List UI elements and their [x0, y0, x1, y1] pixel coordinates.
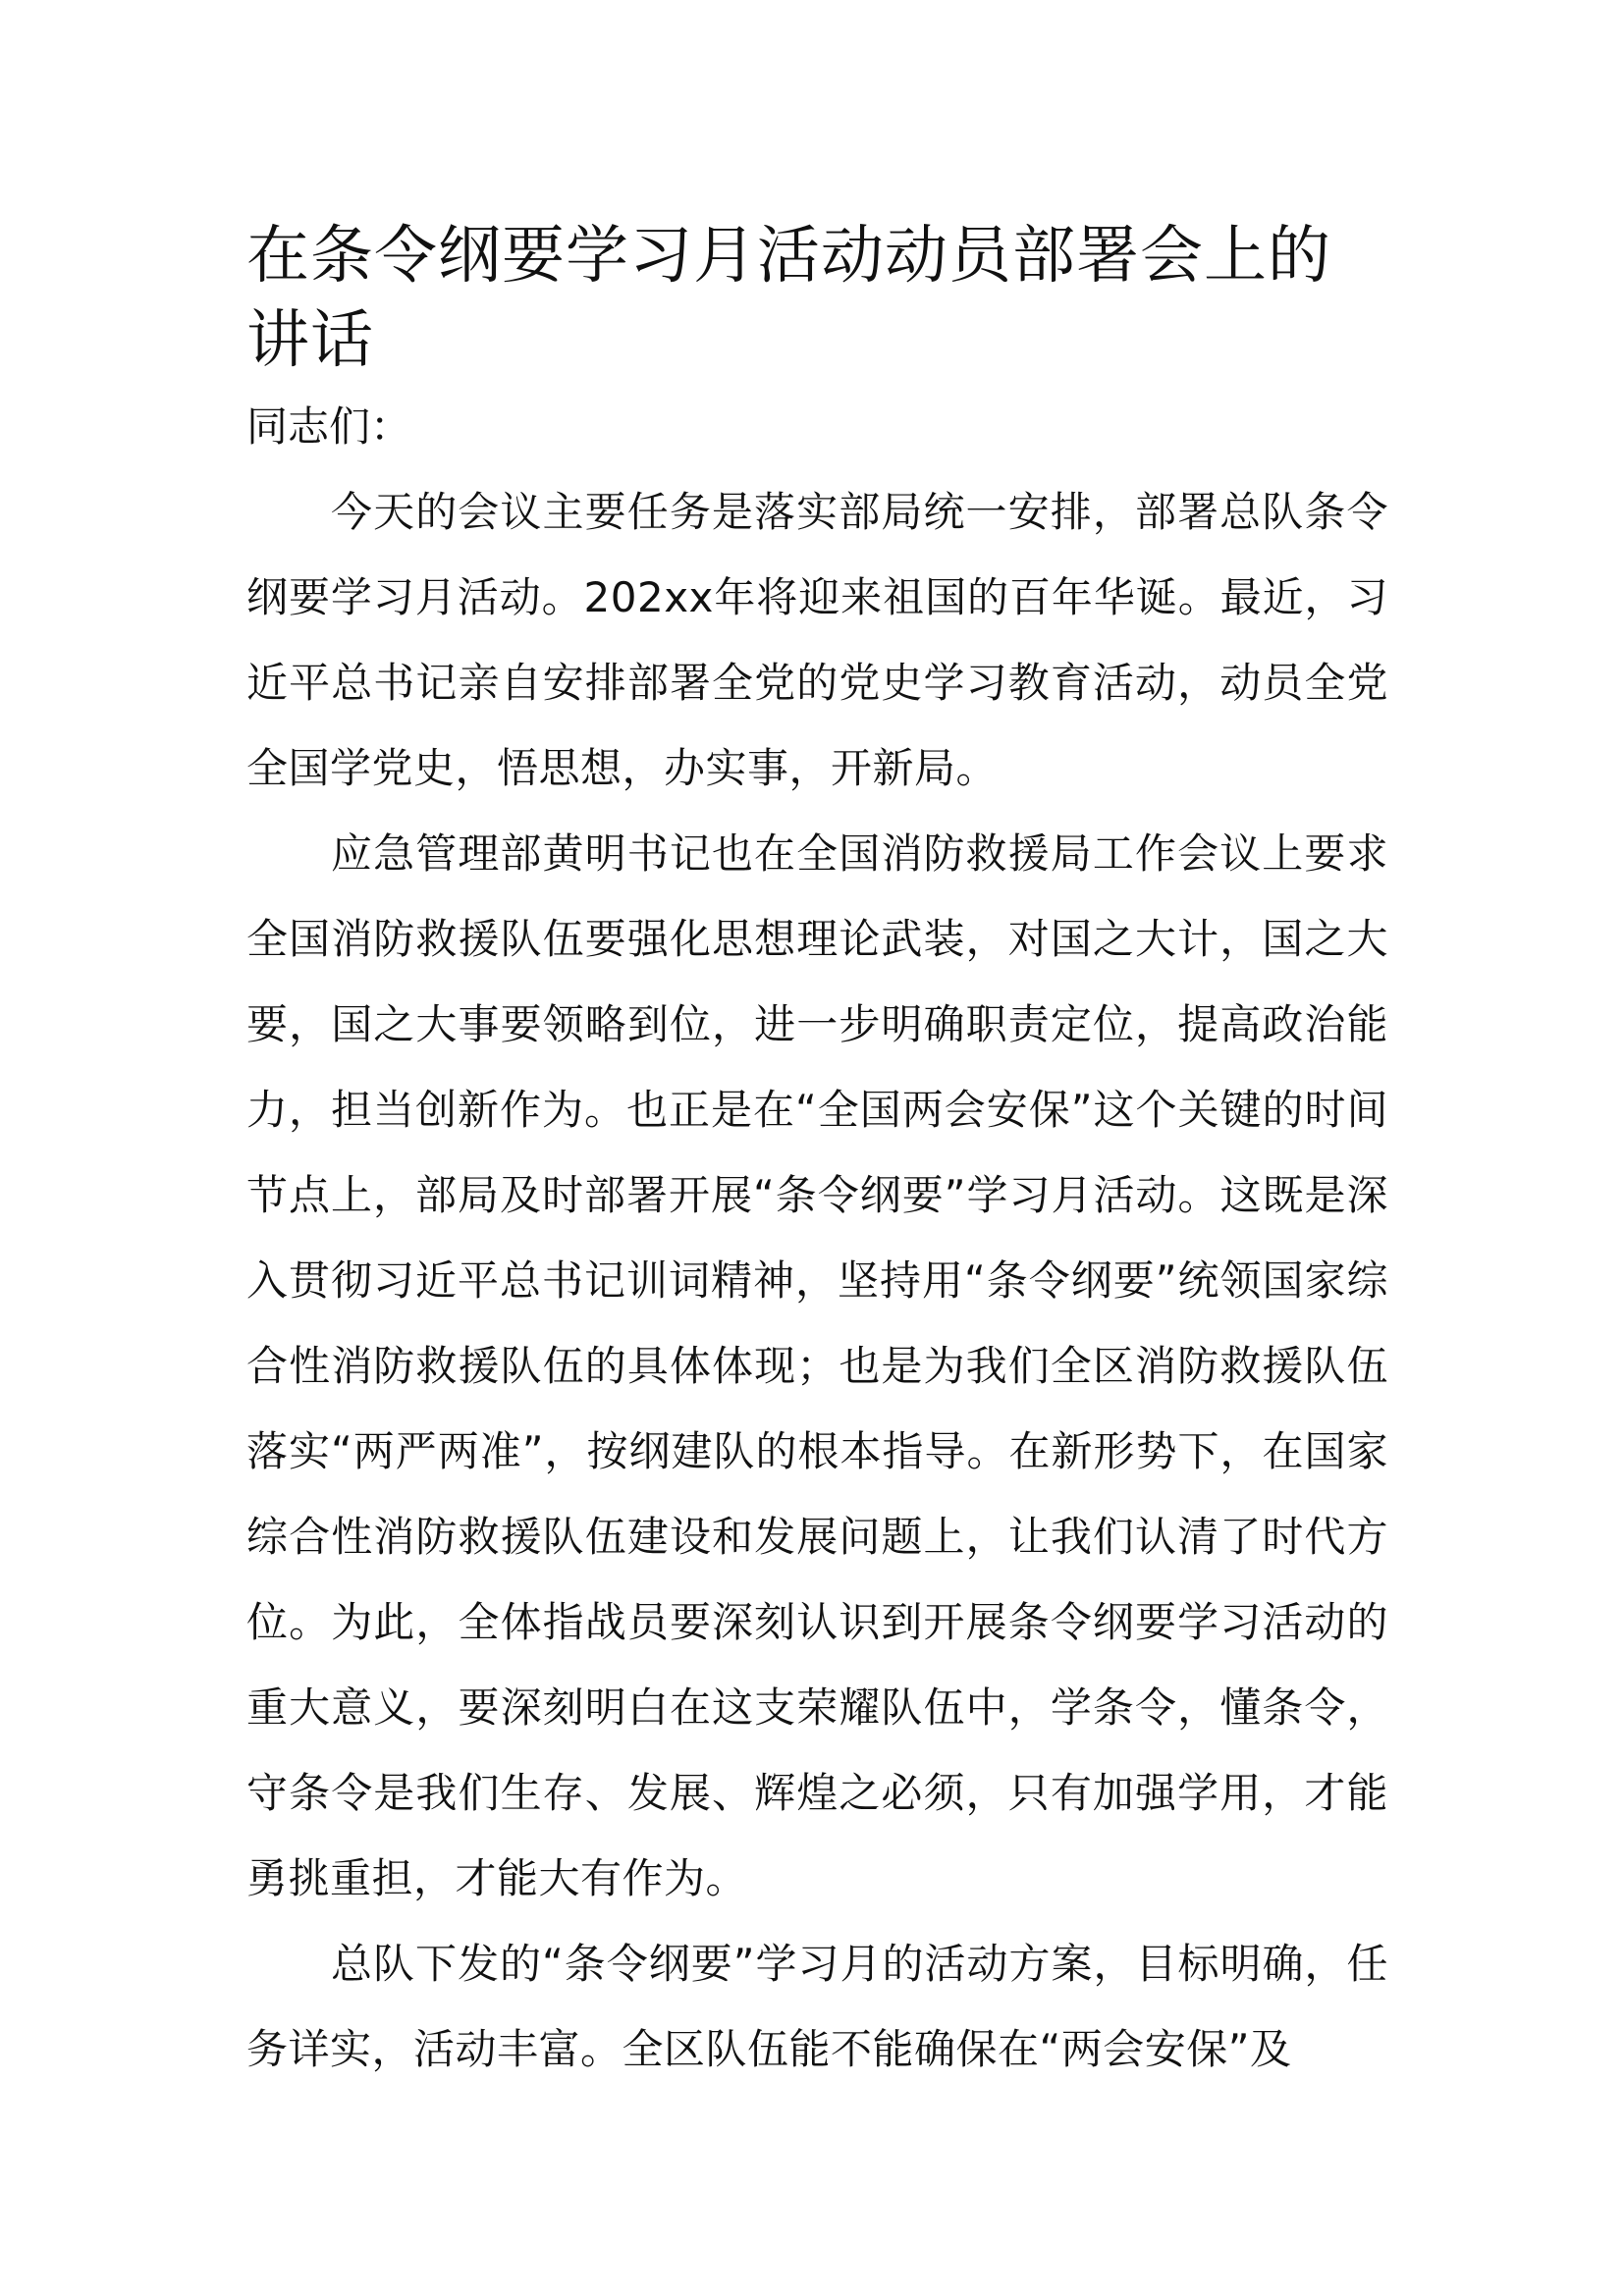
document-title: 在条令纲要学习月活动动员部署会上的讲话 — [246, 220, 1331, 377]
paragraph-1: 今天的会议主要任务是落实部局统一安排，部署总队条令纲要学习月活动。202xx年将迎来祖国的百年华诞。最近，习近平总书记亲自安排部署全党的党史学习教育活动，动员全党全国学党史，悟思想，办实事，开新局。 — [246, 488, 1388, 792]
paragraph-3: 总队下发的“条令纲要”学习月的活动方案，目标明确，任务详实，活动丰富。全区队伍能不能确保在“两会安保”及 — [246, 1940, 1388, 2073]
paragraph-2: 应急管理部黄明书记也在全国消防救援局工作会议上要求全国消防救援队伍要强化思想理论武装，对国之大计，国之大要，国之大事要领略到位，进一步明确职责定位，提高政治能力，担当创新作为。也正是在“全国两会安保”这个关键的时间节点上，部局及时部署开展“条令纲要”学习月活动。这既是深入贯彻习近平总书记训词精神，坚持用“条令纲要”统领国家综合性消防救援队伍的具体体现；也是为我们全区消防救援队伍落实“两严两准”，按纲建队的根本指导。在新形势下，在国家综合性消防救援队伍建设和发展问题上，让我们认清了时代方位。为此，全体指战员要深刻认识到开展条令纲要学习活动的重大意义，要深刻明白在这支荣耀队伍中，学条令，懂条令，守条令是我们生存、发展、辉煌之必须，只有加强学用，才能勇挑重担，才能大有作为。 — [246, 829, 1388, 1902]
document-body — [246, 214, 1388, 2092]
salutation: 同志们： — [246, 402, 412, 451]
